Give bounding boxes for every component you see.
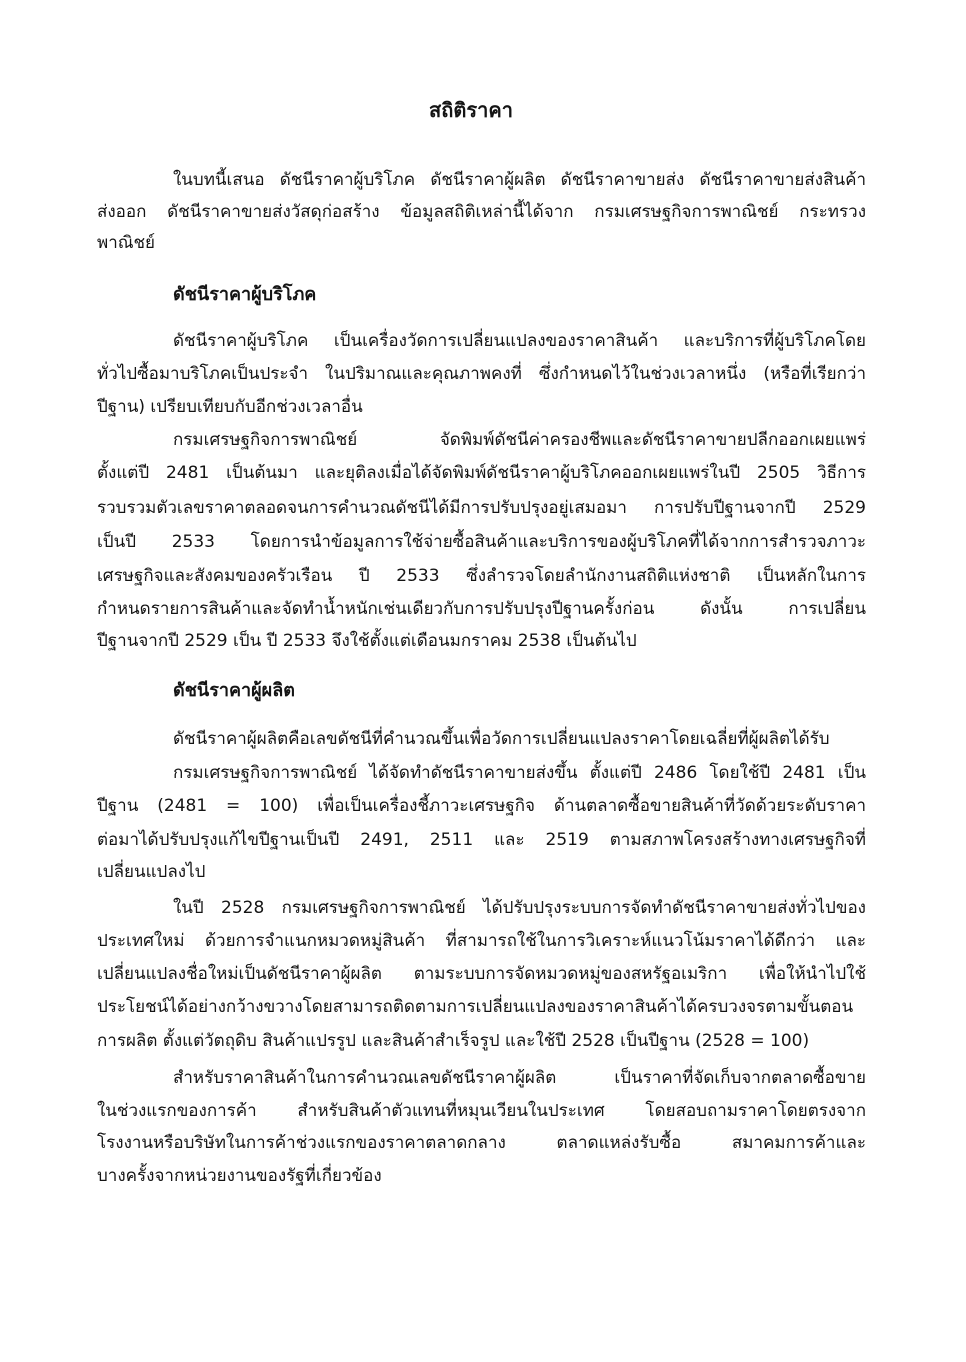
paragraph-line: ทั่วไปซื้อมาบริโภคเป็นประจำ ในปริมาณและคุณภาพคงที่ ซึ่งกำหนดไว้ในช่วงเวลาหนึ่ง (หรือที่เรียกว่า bbox=[97, 364, 866, 384]
paragraph-line: โรงงานหรือบริษัทในการค้าช่วงแรกของราคาตลาดกลาง ตลาดแหล่งรับซื้อ สมาคมการค้าและ bbox=[97, 1133, 866, 1153]
paragraph-line: ประโยชน์ได้อย่างกว้างขวางโดยสามารถติดตามการเปลี่ยนแปลงของราคาสินค้าได้ครบวงจรตามขั้นตอน bbox=[97, 997, 854, 1017]
paragraph-line: เปลี่ยนแปลงไป bbox=[97, 862, 206, 882]
paragraph-line: ประเทศใหม่ ด้วยการจำแนกหมวดหมู่สินค้า ที่สามารถใช้ในการวิเคราะห์แนวโน้มราคาได้ดีกว่า และ bbox=[97, 931, 866, 951]
paragraph-line: ดัชนีราคาผู้บริโภค เป็นเครื่องวัดการเปลี่ยนแปลงของราคาสินค้า และบริการที่ผู้บริโภคโดย bbox=[173, 331, 866, 351]
paragraph-line: เป็นปี 2533 โดยการนำข้อมูลการใช้จ่ายซื้อสินค้าและบริการของผู้บริโภคที่ได้จากการสำรวจภาวะ bbox=[97, 532, 866, 552]
paragraph-line: ต่อมาได้ปรับปรุงแก้ไขปีฐานเป็นปี 2491, 2511 และ 2519 ตามสภาพโครงสร้างทางเศรษฐกิจที่ bbox=[97, 830, 866, 850]
paragraph-line: ปีฐานจากปี 2529 เป็น ปี 2533 จึงใช้ตั้งแต่เดือนมกราคม 2538 เป็นต้นไป bbox=[97, 631, 637, 651]
paragraph-line: พาณิชย์ bbox=[97, 233, 156, 253]
paragraph-line: ในบทนี้เสนอ ดัชนีราคาผู้บริโภค ดัชนีราคาผู้ผลิต ดัชนีราคาขายส่ง ดัชนีราคาขายส่งสินค้า bbox=[173, 170, 866, 190]
paragraph-line: ตั้งแต่ปี 2481 เป็นต้นมา และยุติลงเมื่อได้จัดพิมพ์ดัชนีราคาผู้บริโภคออกเผยแพร่ในปี 2505 วิธีการ bbox=[97, 463, 866, 483]
paragraph-line: ปีฐาน (2481 = 100) เพื่อเป็นเครื่องชี้ภาวะเศรษฐกิจ ด้านตลาดซื้อขายสินค้าที่วัดด้วยระดับราคา bbox=[97, 796, 866, 816]
paragraph-line: กรมเศรษฐกิจการพาณิชย์ จัดพิมพ์ดัชนีค่าครองชีพและดัชนีราคาขายปลีกออกเผยแพร่ bbox=[173, 430, 866, 450]
section-heading: ดัชนีราคาผู้ผลิต bbox=[173, 680, 295, 701]
paragraph-line: รวบรวมตัวเลขราคาตลอดจนการคำนวณดัชนีได้มีการปรับปรุงอยู่เสมอมา การปรับปีฐานจากปี 2529 bbox=[97, 498, 866, 518]
paragraph-line: ส่งออก ดัชนีราคาขายส่งวัสดุก่อสร้าง ข้อมูลสถิติเหล่านี้ได้จาก กรมเศรษฐกิจการพาณิชย์ กระทรวง bbox=[97, 202, 866, 222]
paragraph-line: สำหรับราคาสินค้าในการคำนวณเลขดัชนีราคาผู้ผลิต เป็นราคาที่จัดเก็บจากตลาดซื้อขาย bbox=[173, 1068, 866, 1088]
paragraph-line: ในปี 2528 กรมเศรษฐกิจการพาณิชย์ ได้ปรับปรุงระบบการจัดทำดัชนีราคาขายส่งทั่วไปของ bbox=[173, 898, 866, 918]
paragraph-line: ในช่วงแรกของการค้า สำหรับสินค้าตัวแทนที่หมุนเวียนในประเทศ โดยสอบถามราคาโดยตรงจาก bbox=[97, 1101, 866, 1121]
paragraph-line: ดัชนีราคาผู้ผลิตคือเลขดัชนีที่คำนวณขึ้นเพื่อวัดการเปลี่ยนแปลงราคาโดยเฉลี่ยที่ผู้ผลิตได้รับ bbox=[173, 729, 830, 749]
section-heading: ดัชนีราคาผู้บริโภค bbox=[173, 284, 317, 305]
paragraph-line: การผลิต ตั้งแต่วัตถุดิบ สินค้าแปรรูป และสินค้าสำเร็จรูป และใช้ปี 2528 เป็นปีฐาน (2528 = 100) bbox=[97, 1031, 810, 1051]
paragraph-line: เปลี่ยนแปลงชื่อใหม่เป็นดัชนีราคาผู้ผลิต ตามระบบการจัดหมวดหมู่ของสหรัฐอเมริกา เพื่อให้นำไปใช้ bbox=[97, 964, 866, 984]
paragraph-line: ปีฐาน) เปรียบเทียบกับอีกช่วงเวลาอื่น bbox=[97, 397, 363, 417]
document-title: สถิติราคา bbox=[429, 98, 513, 122]
paragraph-line: กำหนดรายการสินค้าและจัดทำน้ำหนักเช่นเดียวกับการปรับปรุงปีฐานครั้งก่อน ดังนั้น การเปลี่ยน bbox=[97, 599, 866, 619]
paragraph-line: กรมเศรษฐกิจการพาณิชย์ ได้จัดทำดัชนีราคาขายส่งขึ้น ตั้งแต่ปี 2486 โดยใช้ปี 2481 เป็น bbox=[173, 763, 866, 783]
paragraph-line: บางครั้งจากหน่วยงานของรัฐที่เกี่ยวข้อง bbox=[97, 1166, 382, 1186]
paragraph-line: เศรษฐกิจและสังคมของครัวเรือน ปี 2533 ซึ่งลำรวจโดยลำนักงานสถิติแห่งชาติ เป็นหลักในการ bbox=[97, 566, 866, 586]
